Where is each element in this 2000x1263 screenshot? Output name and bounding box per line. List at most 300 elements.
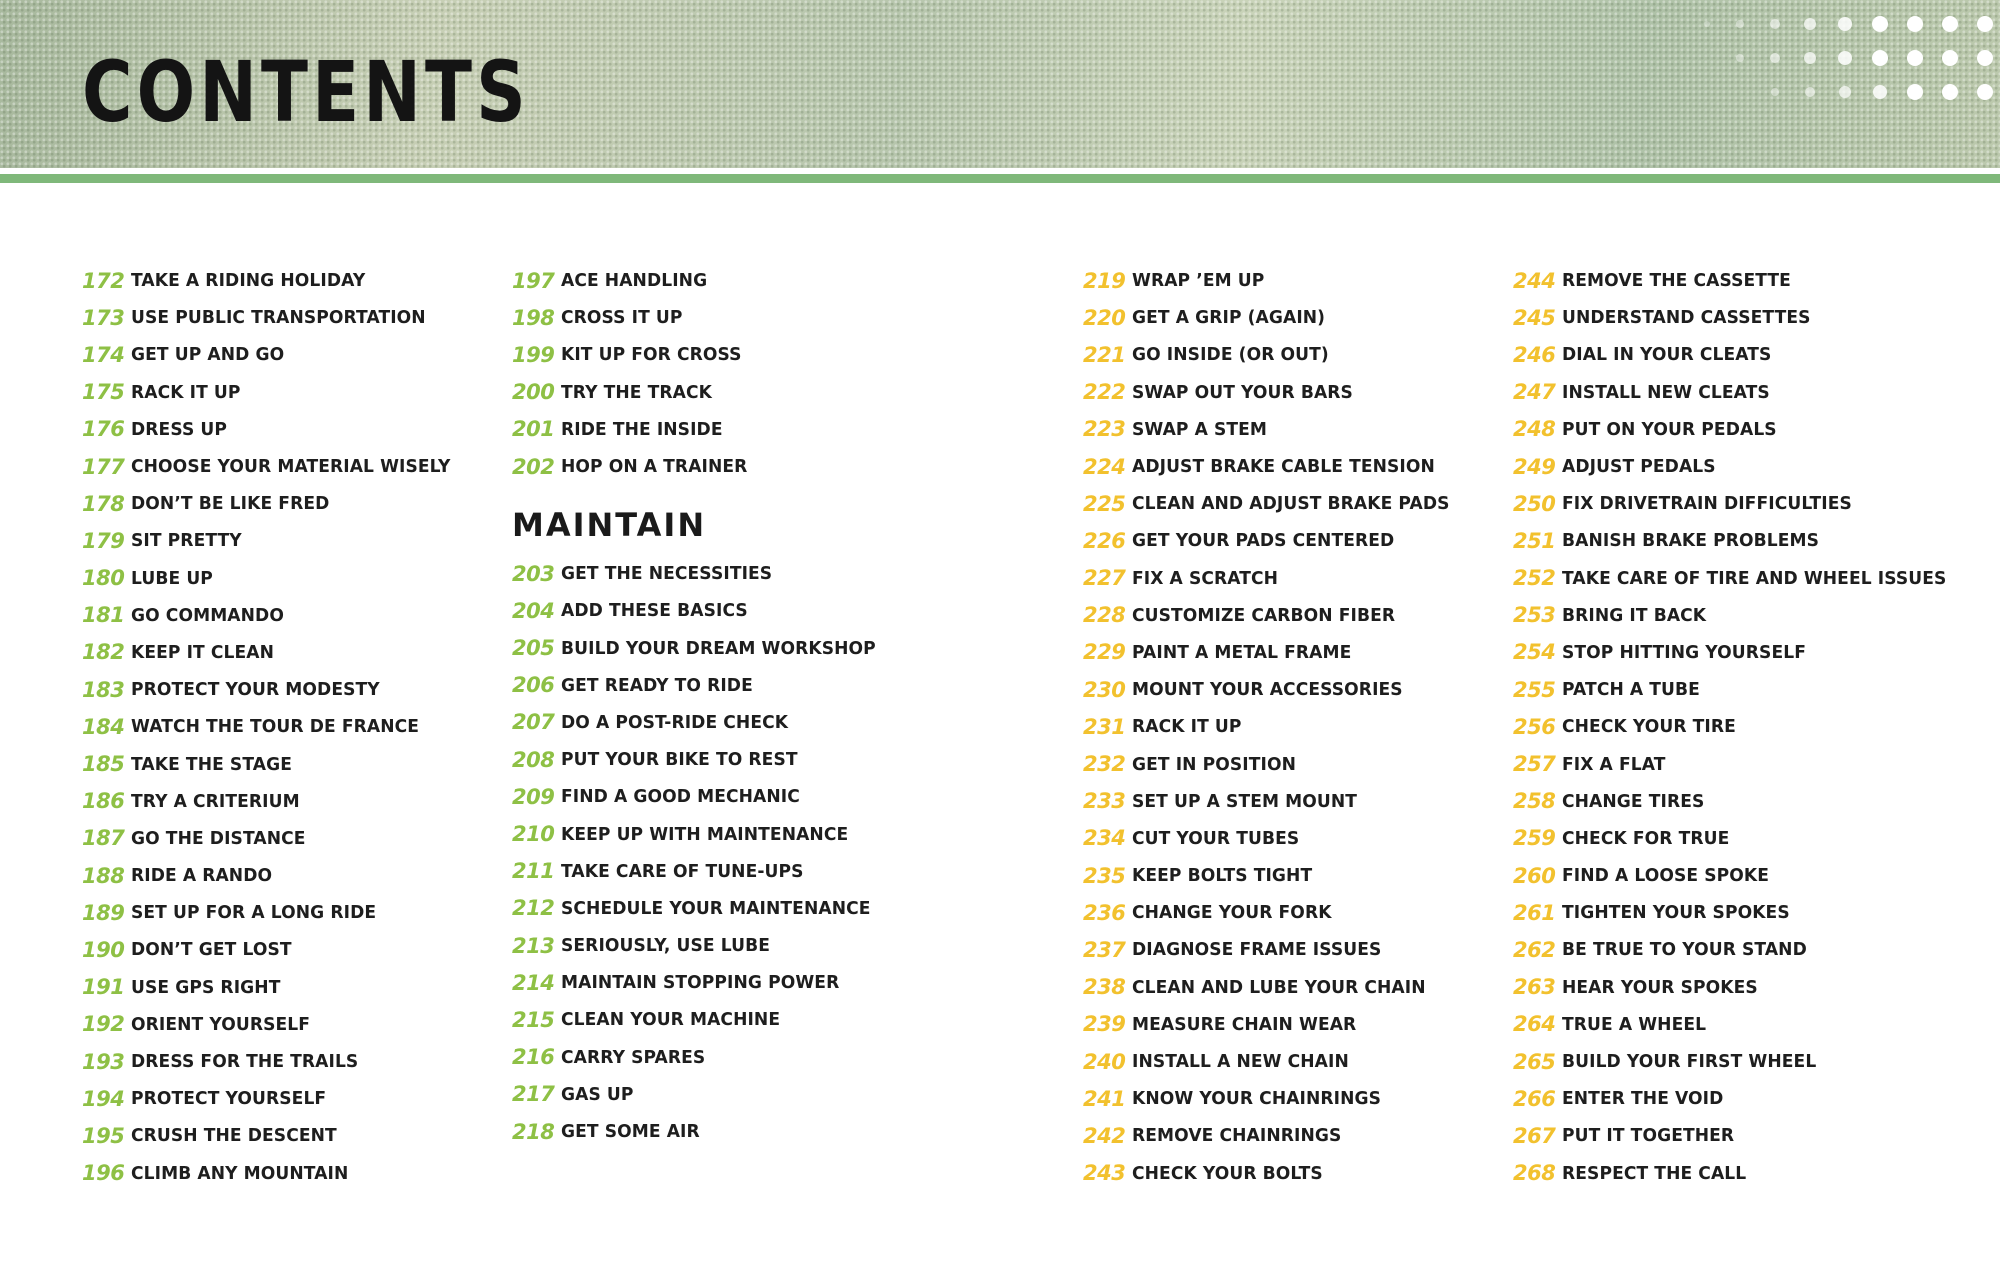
toc-entry[interactable]: [512, 262, 893, 299]
toc-entry[interactable]: [82, 374, 468, 411]
entry-number: 225: [1083, 491, 1126, 516]
entry-number: 199: [512, 342, 555, 367]
entry-title: USE PUBLIC TRANSPORTATION: [131, 307, 427, 329]
entry-title: BUILD YOUR FIRST WHEEL: [1562, 1051, 1817, 1073]
entry-title: HEAR YOUR SPOKES: [1562, 976, 1759, 998]
entry-number: 235: [1083, 863, 1126, 888]
toc-entry[interactable]: [1083, 485, 1467, 522]
entry-number: 186: [82, 789, 125, 814]
toc-entry[interactable]: [512, 778, 893, 815]
entry-number: 213: [512, 933, 555, 958]
toc-entry[interactable]: [1083, 597, 1467, 634]
toc-entry[interactable]: [1513, 1117, 1967, 1154]
entry-number: 176: [82, 417, 125, 442]
toc-entry[interactable]: [512, 667, 893, 704]
entry-title: FIND A GOOD MECHANIC: [561, 786, 801, 808]
toc-entry[interactable]: [1513, 1006, 1967, 1043]
entry-title: CUSTOMIZE CARBON FIBER: [1132, 604, 1396, 626]
toc-entry[interactable]: [512, 1039, 893, 1076]
entry-number: 238: [1083, 975, 1126, 1000]
entry-number: 245: [1513, 305, 1556, 330]
entry-number: 175: [82, 380, 125, 405]
entry-title: RIDE A RANDO: [131, 865, 273, 887]
entry-number: 215: [512, 1007, 555, 1032]
entry-number: 248: [1513, 417, 1556, 442]
toc-list: [1083, 262, 1467, 1192]
toc-entry[interactable]: [82, 411, 468, 448]
entry-title: CUT YOUR TUBES: [1132, 827, 1300, 849]
entry-number: 231: [1083, 714, 1126, 739]
entry-title: TRUE A WHEEL: [1562, 1013, 1707, 1035]
entry-number: 229: [1083, 640, 1126, 665]
toc-entry[interactable]: [512, 1001, 893, 1038]
entry-number: 184: [82, 714, 125, 739]
entry-number: 239: [1083, 1012, 1126, 1037]
toc-entry[interactable]: [82, 708, 468, 745]
entry-number: 258: [1513, 789, 1556, 814]
toc-entry[interactable]: [1083, 336, 1467, 373]
entry-title: TRY A CRITERIUM: [131, 790, 301, 812]
entry-title: SET UP FOR A LONG RIDE: [131, 902, 377, 924]
entry-title: CHECK YOUR BOLTS: [1132, 1162, 1324, 1184]
toc-column-3: [1083, 262, 1467, 1192]
entry-title: KIT UP FOR CROSS: [561, 344, 742, 366]
entry-title: MEASURE CHAIN WEAR: [1132, 1013, 1357, 1035]
toc-entry[interactable]: [1513, 411, 1967, 448]
entry-title: CLIMB ANY MOUNTAIN: [131, 1162, 349, 1184]
entry-number: 173: [82, 305, 125, 330]
entry-title: REMOVE THE CASSETTE: [1562, 270, 1792, 292]
entry-title: CHOOSE YOUR MATERIAL WISELY: [131, 456, 451, 478]
toc-entry[interactable]: [1513, 857, 1967, 894]
toc-entry[interactable]: [1083, 857, 1467, 894]
entry-title: BRING IT BACK: [1562, 604, 1707, 626]
entry-title: KEEP IT CLEAN: [131, 641, 275, 663]
entry-number: 249: [1513, 454, 1556, 479]
toc-entry[interactable]: [1083, 560, 1467, 597]
entry-number: 206: [512, 673, 555, 698]
toc-entry[interactable]: [1513, 634, 1967, 671]
toc-entry[interactable]: [82, 1117, 468, 1154]
entry-title: RESPECT THE CALL: [1562, 1162, 1747, 1184]
entry-number: 255: [1513, 677, 1556, 702]
entry-number: 237: [1083, 937, 1126, 962]
toc-entry[interactable]: [1083, 1043, 1467, 1080]
entry-title: CLEAN AND ADJUST BRAKE PADS: [1132, 493, 1450, 515]
entry-title: TIGHTEN YOUR SPOKES: [1562, 902, 1791, 924]
entry-title: ACE HANDLING: [561, 270, 708, 292]
toc-list: [1513, 262, 1967, 1192]
entry-title: TAKE CARE OF TUNE-UPS: [561, 860, 804, 882]
toc-entry[interactable]: [1083, 745, 1467, 782]
toc-entry[interactable]: [82, 1155, 468, 1192]
toc-entry[interactable]: [512, 374, 893, 411]
toc-entry[interactable]: [82, 671, 468, 708]
entry-number: 192: [82, 1012, 125, 1037]
entry-title: PUT IT TOGETHER: [1562, 1125, 1735, 1147]
entry-number: 263: [1513, 975, 1556, 1000]
toc-entry[interactable]: [512, 630, 893, 667]
entry-number: 218: [512, 1119, 555, 1144]
entry-number: 212: [512, 896, 555, 921]
entry-title: CHECK YOUR TIRE: [1562, 716, 1737, 738]
entry-number: 256: [1513, 714, 1556, 739]
entry-number: 266: [1513, 1086, 1556, 1111]
entry-number: 222: [1083, 380, 1126, 405]
entry-title: GO COMMANDO: [131, 604, 285, 626]
toc-entry[interactable]: [1083, 1006, 1467, 1043]
entry-title: GET SOME AIR: [561, 1121, 701, 1143]
toc-entry[interactable]: [1083, 448, 1467, 485]
entry-title: KNOW YOUR CHAINRINGS: [1132, 1088, 1382, 1110]
toc-entry[interactable]: [82, 1043, 468, 1080]
toc-entry[interactable]: [82, 634, 468, 671]
entry-title: ADJUST PEDALS: [1562, 456, 1717, 478]
entry-number: 185: [82, 752, 125, 777]
toc-column-2: [512, 262, 893, 1150]
entry-title: BE TRUE TO YOUR STAND: [1562, 939, 1808, 961]
entry-title: PROTECT YOUR MODESTY: [131, 679, 381, 701]
entry-number: 219: [1083, 268, 1126, 293]
entry-title: PROTECT YOURSELF: [131, 1088, 327, 1110]
entry-number: 203: [512, 561, 555, 586]
toc-list-maintain: [512, 555, 893, 1150]
entry-title: RIDE THE INSIDE: [561, 418, 723, 440]
entry-title: FIX A SCRATCH: [1132, 567, 1279, 589]
toc-entry[interactable]: [1083, 894, 1467, 931]
entry-title: WATCH THE TOUR DE FRANCE: [131, 716, 420, 738]
toc-entry[interactable]: [1083, 374, 1467, 411]
entry-number: 241: [1083, 1086, 1126, 1111]
toc-list: [82, 262, 468, 1192]
toc-entry[interactable]: [512, 411, 893, 448]
toc-entry[interactable]: [1513, 485, 1967, 522]
entry-title: KEEP BOLTS TIGHT: [1132, 865, 1313, 887]
toc-entry[interactable]: [1083, 411, 1467, 448]
entry-number: 193: [82, 1049, 125, 1074]
entry-title: USE GPS RIGHT: [131, 976, 281, 998]
entry-title: FIX A FLAT: [1562, 753, 1666, 775]
entry-title: GET IN POSITION: [1132, 753, 1297, 775]
toc-entry[interactable]: [1513, 969, 1967, 1006]
entry-number: 196: [82, 1161, 125, 1186]
toc-entry[interactable]: [1513, 671, 1967, 708]
toc-entry[interactable]: [512, 1076, 893, 1113]
toc-entry[interactable]: [1083, 522, 1467, 559]
entry-title: GO INSIDE (OR OUT): [1132, 344, 1330, 366]
entry-title: PUT YOUR BIKE TO REST: [561, 749, 798, 771]
toc-entry[interactable]: [82, 448, 468, 485]
toc-entry[interactable]: [82, 820, 468, 857]
halftone-dots-decoration: [1650, 0, 2000, 120]
toc-entry[interactable]: [512, 299, 893, 336]
entry-number: 209: [512, 784, 555, 809]
toc-entry[interactable]: [1513, 262, 1967, 299]
toc-entry[interactable]: [1083, 820, 1467, 857]
toc-entry[interactable]: [82, 597, 468, 634]
entry-title: REMOVE CHAINRINGS: [1132, 1125, 1342, 1147]
entry-title: ADJUST BRAKE CABLE TENSION: [1132, 456, 1436, 478]
toc-entry[interactable]: [1083, 634, 1467, 671]
entry-title: PAINT A METAL FRAME: [1132, 641, 1352, 663]
entry-title: RACK IT UP: [1132, 716, 1242, 738]
toc-entry[interactable]: [512, 555, 893, 592]
entry-number: 191: [82, 975, 125, 1000]
entry-number: 234: [1083, 826, 1126, 851]
entry-title: SWAP OUT YOUR BARS: [1132, 381, 1354, 403]
entry-title: HOP ON A TRAINER: [561, 456, 748, 478]
entry-number: 198: [512, 305, 555, 330]
entry-number: 242: [1083, 1123, 1126, 1148]
entry-title: SERIOUSLY, USE LUBE: [561, 935, 771, 957]
entry-title: DRESS FOR THE TRAILS: [131, 1051, 359, 1073]
entry-title: SCHEDULE YOUR MAINTENANCE: [561, 897, 871, 919]
toc-entry[interactable]: [1513, 1043, 1967, 1080]
entry-title: WRAP ’EM UP: [1132, 270, 1265, 292]
entry-number: 230: [1083, 677, 1126, 702]
entry-title: GET UP AND GO: [131, 344, 285, 366]
toc-entry[interactable]: [512, 853, 893, 890]
entry-number: 223: [1083, 417, 1126, 442]
entry-number: 265: [1513, 1049, 1556, 1074]
toc-entry[interactable]: [1513, 783, 1967, 820]
toc-entry[interactable]: [512, 704, 893, 741]
entry-number: 183: [82, 677, 125, 702]
toc-column-4: [1513, 262, 1967, 1192]
toc-entry[interactable]: [82, 857, 468, 894]
entry-number: 174: [82, 342, 125, 367]
entry-number: 178: [82, 491, 125, 516]
entry-number: 268: [1513, 1161, 1556, 1186]
entry-title: BANISH BRAKE PROBLEMS: [1562, 530, 1820, 552]
toc-entry[interactable]: [82, 745, 468, 782]
toc-entry[interactable]: [1083, 1155, 1467, 1192]
entry-number: 177: [82, 454, 125, 479]
entry-title: DON’T BE LIKE FRED: [131, 493, 330, 515]
entry-number: 205: [512, 636, 555, 661]
toc-entry[interactable]: [1083, 671, 1467, 708]
entry-number: 201: [512, 417, 555, 442]
entry-number: 194: [82, 1086, 125, 1111]
entry-number: 259: [1513, 826, 1556, 851]
toc-entry[interactable]: [82, 931, 468, 968]
toc-entry[interactable]: [82, 262, 468, 299]
entry-title: UNDERSTAND CASSETTES: [1562, 307, 1811, 329]
toc-entry[interactable]: [1513, 299, 1967, 336]
entry-title: INSTALL NEW CLEATS: [1562, 381, 1771, 403]
page-title: CONTENTS: [82, 43, 530, 141]
entry-title: TAKE A RIDING HOLIDAY: [131, 270, 366, 292]
entry-number: 211: [512, 859, 555, 884]
toc-entry[interactable]: [1513, 448, 1967, 485]
entry-number: 267: [1513, 1123, 1556, 1148]
entry-title: TRY THE TRACK: [561, 381, 713, 403]
toc-entry[interactable]: [82, 485, 468, 522]
entry-title: GAS UP: [561, 1083, 634, 1105]
toc-entry[interactable]: [1513, 745, 1967, 782]
entry-title: MOUNT YOUR ACCESSORIES: [1132, 679, 1404, 701]
entry-number: 204: [512, 598, 555, 623]
entry-number: 181: [82, 603, 125, 628]
entry-number: 240: [1083, 1049, 1126, 1074]
entry-number: 207: [512, 710, 555, 735]
toc-entry[interactable]: [1513, 820, 1967, 857]
toc-entry[interactable]: [82, 1006, 468, 1043]
entry-number: 214: [512, 970, 555, 995]
toc-entry[interactable]: [512, 336, 893, 373]
entry-title: SWAP A STEM: [1132, 418, 1268, 440]
entry-title: GET THE NECESSITIES: [561, 563, 773, 585]
entry-title: SIT PRETTY: [131, 530, 243, 552]
entry-number: 224: [1083, 454, 1126, 479]
toc-entry[interactable]: [1513, 336, 1967, 373]
entry-title: CARRY SPARES: [561, 1046, 706, 1068]
entry-title: CRUSH THE DESCENT: [131, 1125, 338, 1147]
entry-title: FIND A LOOSE SPOKE: [1562, 865, 1770, 887]
entry-title: DON’T GET LOST: [131, 939, 292, 961]
toc-entry[interactable]: [82, 560, 468, 597]
toc-entry[interactable]: [1083, 708, 1467, 745]
entry-number: 180: [82, 566, 125, 591]
entry-title: LUBE UP: [131, 567, 214, 589]
toc-entry[interactable]: [1513, 522, 1967, 559]
entry-title: BUILD YOUR DREAM WORKSHOP: [561, 637, 877, 659]
toc-entry[interactable]: [82, 894, 468, 931]
entry-number: 195: [82, 1123, 125, 1148]
entry-number: 220: [1083, 305, 1126, 330]
toc-entry[interactable]: [512, 890, 893, 927]
entry-title: INSTALL A NEW CHAIN: [1132, 1051, 1350, 1073]
toc-entry[interactable]: [1083, 931, 1467, 968]
toc-entry[interactable]: [82, 1080, 468, 1117]
toc-entry[interactable]: [82, 783, 468, 820]
entry-number: 182: [82, 640, 125, 665]
toc-entry[interactable]: [512, 741, 893, 778]
entry-number: 210: [512, 822, 555, 847]
entry-number: 243: [1083, 1161, 1126, 1186]
entry-number: 172: [82, 268, 125, 293]
header-divider-green: [0, 174, 2000, 183]
toc-entry[interactable]: [512, 927, 893, 964]
toc-entry[interactable]: [1083, 299, 1467, 336]
entry-number: 200: [512, 380, 555, 405]
entry-number: 217: [512, 1082, 555, 1107]
toc-entry[interactable]: [82, 299, 468, 336]
entry-number: 232: [1083, 752, 1126, 777]
toc-entry[interactable]: [512, 964, 893, 1001]
toc-entry[interactable]: [512, 448, 893, 485]
toc-entry[interactable]: [512, 1113, 893, 1150]
toc-entry[interactable]: [1083, 1080, 1467, 1117]
entry-number: 254: [1513, 640, 1556, 665]
toc-entry[interactable]: [1083, 262, 1467, 299]
toc-entry[interactable]: [1513, 597, 1967, 634]
entry-number: 187: [82, 826, 125, 851]
entry-title: CLEAN AND LUBE YOUR CHAIN: [1132, 976, 1426, 998]
entry-title: GO THE DISTANCE: [131, 827, 306, 849]
entry-number: 227: [1083, 566, 1126, 591]
entry-title: CHECK FOR TRUE: [1562, 827, 1730, 849]
entry-title: ENTER THE VOID: [1562, 1088, 1724, 1110]
entry-number: 253: [1513, 603, 1556, 628]
entry-title: TAKE THE STAGE: [131, 753, 293, 775]
entry-number: 264: [1513, 1012, 1556, 1037]
entry-number: 189: [82, 900, 125, 925]
entry-number: 244: [1513, 268, 1556, 293]
entry-number: 221: [1083, 342, 1126, 367]
toc-entry[interactable]: [512, 592, 893, 629]
entry-number: 179: [82, 528, 125, 553]
entry-number: 260: [1513, 863, 1556, 888]
toc-entry[interactable]: [82, 336, 468, 373]
entry-number: 188: [82, 863, 125, 888]
entry-title: GET A GRIP (AGAIN): [1132, 307, 1326, 329]
toc-entry[interactable]: [1513, 894, 1967, 931]
toc-entry[interactable]: [1513, 708, 1967, 745]
toc-entry[interactable]: [1513, 374, 1967, 411]
entry-title: TAKE CARE OF TIRE AND WHEEL ISSUES: [1562, 567, 1947, 589]
entry-number: 208: [512, 747, 555, 772]
entry-title: CHANGE YOUR FORK: [1132, 902, 1332, 924]
entry-number: 247: [1513, 380, 1556, 405]
entry-title: DO A POST-RIDE CHECK: [561, 711, 789, 733]
entry-number: 226: [1083, 528, 1126, 553]
entry-number: 250: [1513, 491, 1556, 516]
entry-number: 246: [1513, 342, 1556, 367]
entry-title: MAINTAIN STOPPING POWER: [561, 972, 840, 994]
toc-entry[interactable]: [1513, 1155, 1967, 1192]
toc-entry[interactable]: [1083, 969, 1467, 1006]
toc-list: [512, 262, 893, 485]
toc-entry[interactable]: [1083, 783, 1467, 820]
entry-title: PATCH A TUBE: [1562, 679, 1701, 701]
header-banner: [0, 0, 2000, 168]
entry-title: DRESS UP: [131, 418, 228, 440]
entry-title: GET READY TO RIDE: [561, 674, 754, 696]
entry-title: ADD THESE BASICS: [561, 600, 749, 622]
entry-title: ORIENT YOURSELF: [131, 1013, 311, 1035]
entry-number: 262: [1513, 937, 1556, 962]
entry-title: CHANGE TIRES: [1562, 790, 1705, 812]
section-heading-maintain: MAINTAIN: [512, 506, 707, 545]
entry-number: 251: [1513, 528, 1556, 553]
toc-entry[interactable]: [1513, 1080, 1967, 1117]
entry-title: DIAL IN YOUR CLEATS: [1562, 344, 1772, 366]
entry-title: GET YOUR PADS CENTERED: [1132, 530, 1395, 552]
toc-entry[interactable]: [82, 522, 468, 559]
entry-title: RACK IT UP: [131, 381, 241, 403]
toc-entry[interactable]: [1513, 931, 1967, 968]
entry-number: 233: [1083, 789, 1126, 814]
toc-column-1: [82, 262, 468, 1192]
entry-number: 197: [512, 268, 555, 293]
toc-entry[interactable]: [512, 815, 893, 852]
toc-entry[interactable]: [1513, 560, 1967, 597]
entry-number: 252: [1513, 566, 1556, 591]
toc-entry[interactable]: [82, 969, 468, 1006]
entry-title: SET UP A STEM MOUNT: [1132, 790, 1358, 812]
entry-number: 228: [1083, 603, 1126, 628]
entry-number: 261: [1513, 900, 1556, 925]
entry-title: DIAGNOSE FRAME ISSUES: [1132, 939, 1382, 961]
entry-number: 190: [82, 937, 125, 962]
entry-title: FIX DRIVETRAIN DIFFICULTIES: [1562, 493, 1853, 515]
entry-title: KEEP UP WITH MAINTENANCE: [561, 823, 849, 845]
entry-number: 202: [512, 454, 555, 479]
entry-title: PUT ON YOUR PEDALS: [1562, 418, 1778, 440]
toc-entry[interactable]: [1083, 1117, 1467, 1154]
entry-title: CROSS IT UP: [561, 307, 683, 329]
